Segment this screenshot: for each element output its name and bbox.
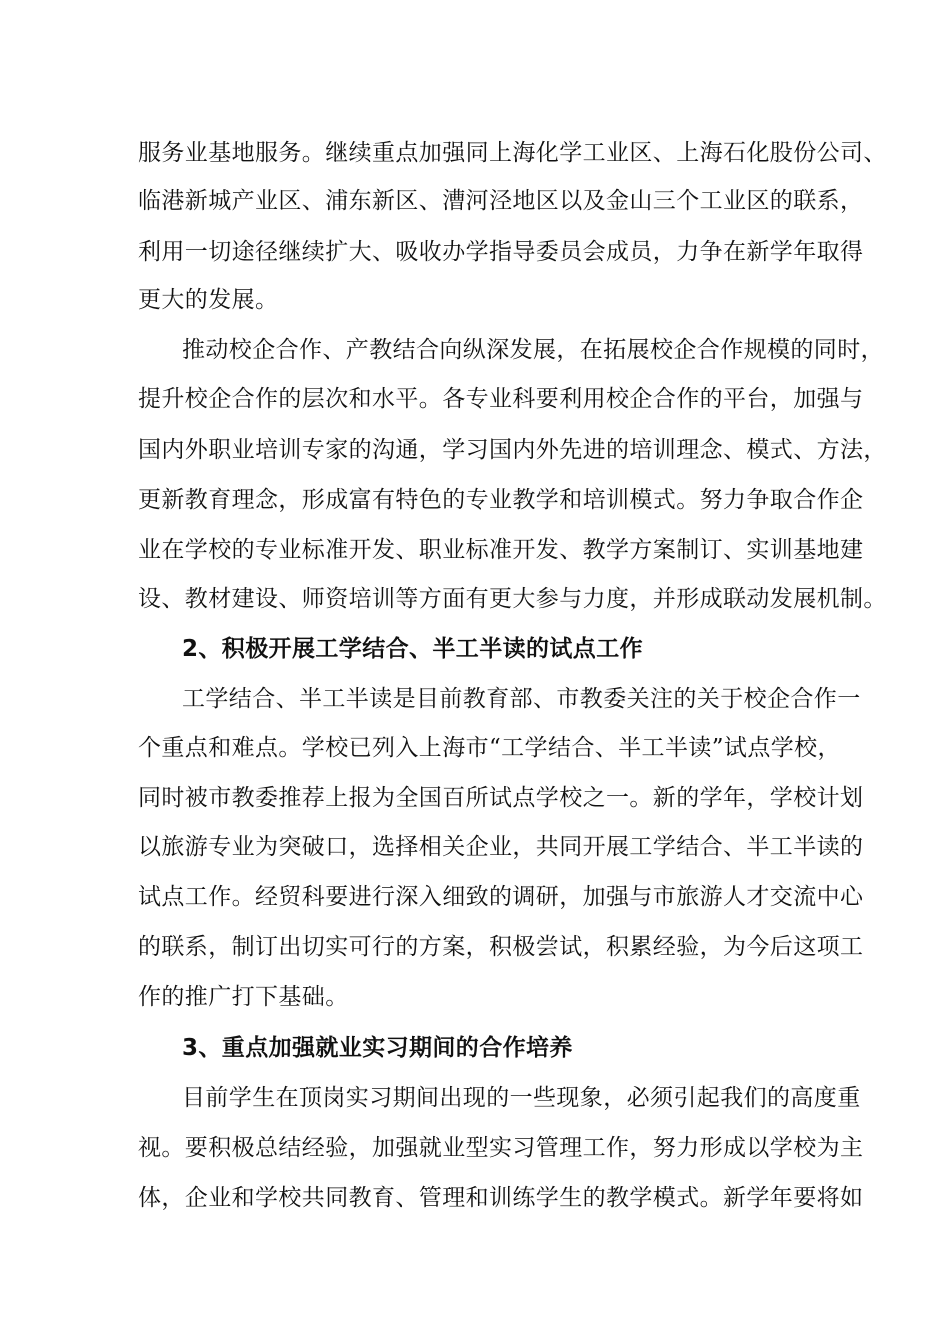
paragraph-line: 提升校企合作的层次和水平。各专业科要利用校企合作的平台，加强与	[138, 386, 864, 412]
paragraph-line: 服务业基地服务。继续重点加强同上海化学工业区、上海石化股份公司、	[138, 140, 887, 166]
paragraph-line: 体，企业和学校共同教育、管理和训练学生的教学模式。新学年要将如	[138, 1185, 864, 1211]
paragraph-line: 视。要积极总结经验，加强就业型实习管理工作，努力形成以学校为主	[138, 1135, 864, 1161]
paragraph-line: 个重点和难点。学校已列入上海市“工学结合、半工半读”试点学校，	[138, 735, 841, 761]
paragraph-line: 以旅游专业为突破口，选择相关企业，共同开展工学结合、半工半读的	[138, 834, 864, 860]
paragraph-line: 利用一切途径继续扩大、吸收办学指导委员会成员，力争在新学年取得	[138, 239, 864, 265]
paragraph-line: 同时被市教委推荐上报为全国百所试点学校之一。新的学年，学校计划	[138, 785, 864, 811]
paragraph-line: 更大的发展。	[138, 287, 279, 313]
paragraph-line: 作的推广打下基础。	[138, 984, 349, 1010]
paragraph-line: 临港新城产业区、浦东新区、漕河泾地区以及金山三个工业区的联系，	[138, 188, 864, 214]
paragraph-line: 国内外职业培训专家的沟通，学习国内外先进的培训理念、模式、方法，	[138, 437, 887, 463]
paragraph-line: 目前学生在顶岗实习期间出现的一些现象，必须引起我们的高度重	[182, 1085, 861, 1111]
paragraph-line: 工学结合、半工半读是目前教育部、市教委关注的关于校企合作一	[182, 686, 861, 712]
paragraph-line: 业在学校的专业标准开发、职业标准开发、教学方案制订、实训基地建	[138, 537, 864, 563]
paragraph-line: 设、教材建设、师资培训等方面有更大参与力度，并形成联动发展机制。	[138, 586, 887, 612]
paragraph-line: 的联系，制订出切实可行的方案，积极尝试，积累经验，为今后这项工	[138, 934, 864, 960]
paragraph-line: 推动校企合作、产教结合向纵深发展，在拓展校企合作规模的同时，	[182, 337, 884, 363]
section-heading: 2、积极开展工学结合、半工半读的试点工作	[182, 636, 644, 662]
paragraph-line: 更新教育理念，形成富有特色的专业教学和培训模式。努力争取合作企	[138, 487, 864, 513]
paragraph-line: 试点工作。经贸科要进行深入细致的调研，加强与市旅游人才交流中心	[138, 884, 864, 910]
section-heading: 3、重点加强就业实习期间的合作培养	[182, 1035, 573, 1061]
